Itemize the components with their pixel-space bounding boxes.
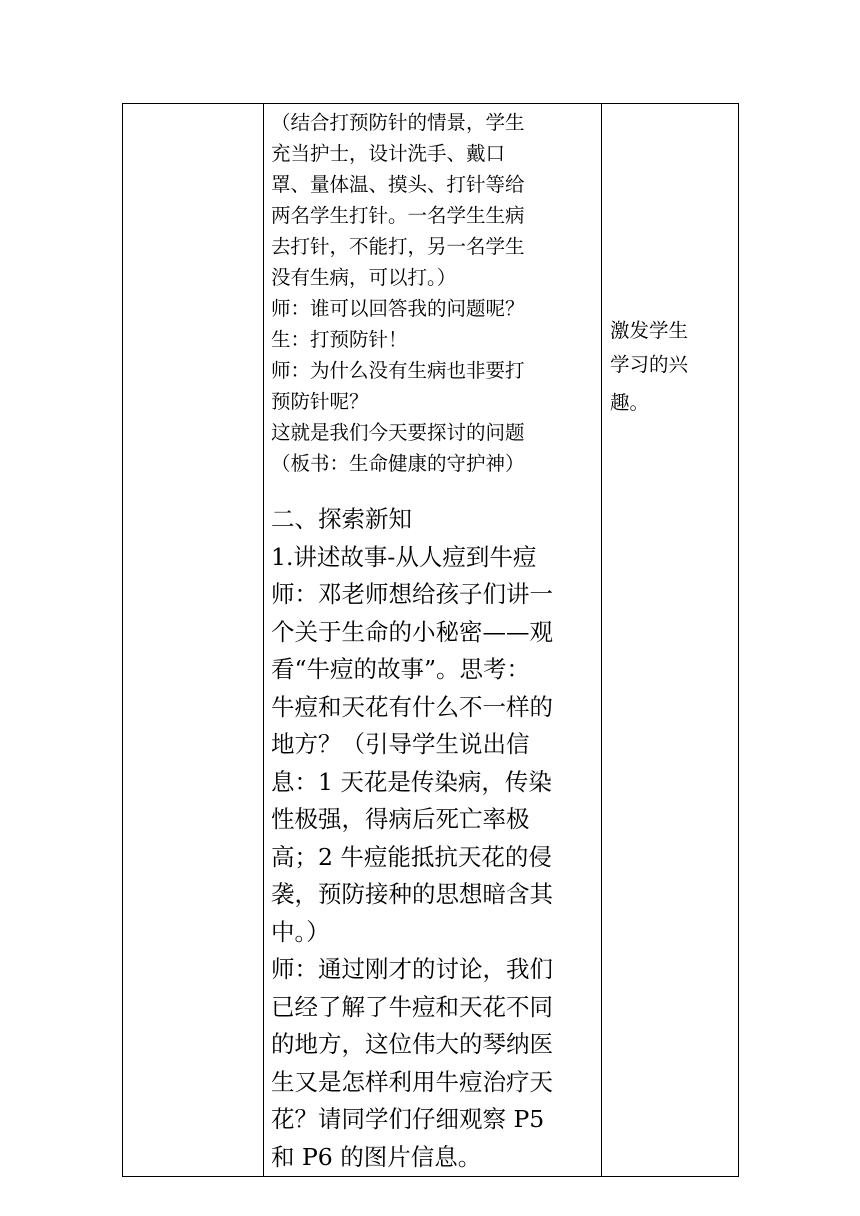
text-line: 激发学生 [610, 319, 689, 342]
text-line: 息：1 天花是传染病，传染 [271, 767, 552, 796]
intro-dialogue [264, 104, 601, 479]
text-line: 已经了解了牛痘和天花不同 [271, 992, 553, 1021]
text-line: 和 P6 的图片信息。 [271, 1142, 482, 1171]
text-line: 的地方，这位伟大的琴纳医 [271, 1030, 553, 1058]
text-line: 生：打预防针！ [271, 328, 408, 351]
text-line: 袭，预防接种的思想暗含其 [271, 880, 553, 908]
activity-cell [264, 104, 602, 1177]
text-line: 1.讲述故事-从人痘到牛痘 [271, 542, 537, 571]
text-line: 师：通过刚才的讨论，我们 [271, 955, 553, 983]
table-row [123, 104, 739, 1177]
text-line: 充当护士，设计洗手、戴口 [271, 142, 506, 165]
text-line: （板书：生命健康的守护神） [271, 452, 525, 475]
lesson-plan-table [122, 103, 739, 1177]
paragraph-gap [264, 479, 601, 501]
text-line: 师：为什么没有生病也非要打 [271, 359, 525, 382]
text-line: 个关于生命的小秘密——观 [271, 617, 553, 646]
text-line: 高；2 牛痘能抵抗天花的侵 [271, 842, 552, 871]
stage-cell [123, 104, 264, 1177]
design-intent-note [602, 104, 738, 420]
text-line: 师：谁可以回答我的问题呢？ [271, 297, 525, 320]
text-line: 预防针呢？ [271, 390, 369, 413]
intent-cell [602, 104, 739, 1177]
text-line: （结合打预防针的情景，学生 [271, 111, 525, 134]
text-line: 这就是我们今天要探讨的问题 [271, 421, 525, 444]
section-heading: 二、探索新知 [271, 505, 412, 533]
text-line: 师：邓老师想给孩子们讲一 [271, 580, 553, 608]
text-line: 生又是怎样利用牛痘治疗天 [271, 1067, 553, 1096]
text-line: 去打针，不能打，另一名学生 [271, 235, 525, 258]
text-line: 趣。 [610, 391, 650, 414]
text-line: 看“牛痘的故事”。思考： [271, 655, 531, 683]
text-line: 两名学生打针。一名学生生病 [271, 204, 525, 227]
text-line: 花？请同学们仔细观察 P5 [271, 1105, 545, 1133]
text-line: 中。） [271, 917, 330, 946]
text-line: 性极强，得病后死亡率极 [271, 805, 530, 833]
explore-section [264, 501, 601, 1176]
text-line: 没有生病，可以打。） [271, 266, 457, 289]
text-line: 地方？（引导学生说出信 [271, 730, 530, 758]
text-line: 罩、量体温、摸头、打针等给 [271, 173, 525, 196]
text-line: 学习的兴 [610, 353, 689, 376]
text-line: 牛痘和天花有什么不一样的 [271, 692, 553, 721]
